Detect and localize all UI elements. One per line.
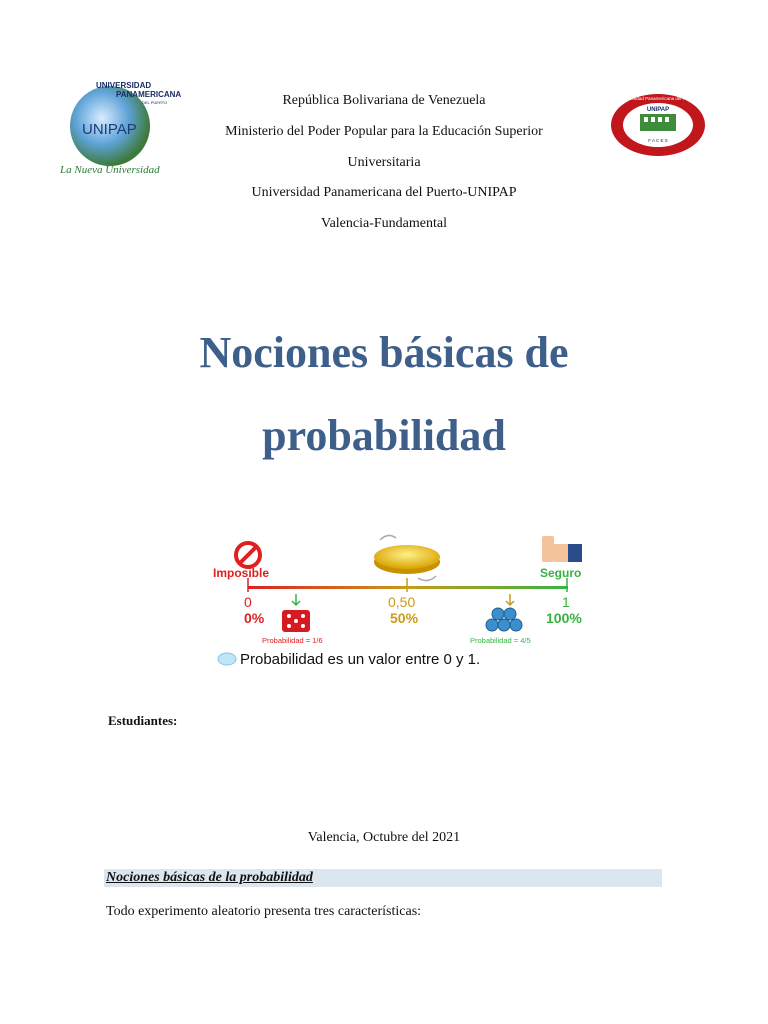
percent-one: 100% [546,610,582,626]
logo-left-line1: UNIVERSIDAD [96,81,152,90]
header-line-university: Universidad Panamericana del Puerto-UNIPAP [251,185,517,200]
logo-left-line3: DEL PUERTO [142,100,168,105]
logo-left-acronym: UNIPAP [82,121,137,138]
value-one: 1 [562,594,570,610]
probability-scale-line [248,586,568,589]
header-line-ministry: Ministerio del Poder Popular para la Educación Superior [225,124,543,139]
document-title-line2: probabilidad [262,411,506,460]
info-badge-icon [218,653,236,665]
logo-right-acronym: UNIPAP [646,107,670,113]
percent-half: 50% [390,610,419,626]
logo-left-slogan: La Nueva Universidad [60,164,160,176]
logo-right-small-text: F A C E S [648,138,668,143]
header-line-country: República Bolivariana de Venezuela [282,93,486,108]
prohibited-icon [236,543,260,567]
logo-left-line2: PANAMERICANA [116,90,182,99]
label-imposible: Imposible [213,566,270,580]
header-line-ministry-cont: Universitaria [347,155,421,170]
percent-zero: 0% [244,610,265,626]
coins-caption: Probabilidad = 4/5 [470,636,531,645]
document-title-line1: Nociones básicas de [199,328,569,377]
header-line-campus: Valencia-Fundamental [321,216,447,231]
thumbs-up-icon [542,536,582,562]
dice-icon [282,610,310,632]
label-seguro: Seguro [540,566,582,580]
bottom-caption: Probabilidad es un valor entre 0 y 1. [240,651,481,668]
logo-right-arc-text: Universidad Panamericana del Puerto [620,96,696,101]
students-label: Estudiantes: [108,713,178,728]
place-date: Valencia, Octubre del 2021 [307,830,461,845]
coin-icon [374,535,440,580]
coins-pile-icon [486,608,522,631]
section-body-text: Todo experimento aleatorio presenta tres características: [106,904,422,919]
value-half: 0,50 [388,594,416,610]
dice-caption: Probabilidad = 1/6 [262,636,323,645]
value-zero: 0 [244,594,252,610]
probability-scale-infographic [208,530,600,675]
section-heading: Nociones básicas de la probabilidad [106,870,313,885]
